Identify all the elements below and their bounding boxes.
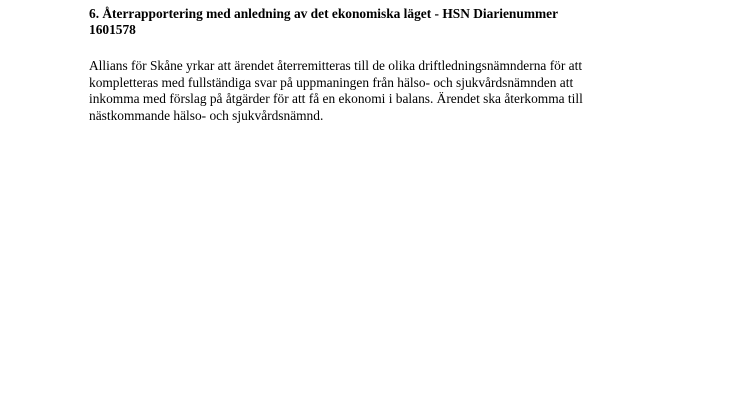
paragraph-line-4: nästkommande hälso- och sjukvårdsnämnd. xyxy=(89,107,324,123)
paragraph-line-2: kompletteras med fullständiga svar på uppmaningen från hälso- och sjukvårdsnämnden att xyxy=(89,74,574,90)
paragraph-line-3: inkomma med förslag på åtgärder för att få en ekonomi i balans. Ärendet ska återkomma till xyxy=(89,91,583,106)
heading-line-1: 6. Återrapportering med anledning av det ekonomiska läget - HSN Diarienummer xyxy=(89,6,559,21)
agenda-item-heading xyxy=(89,6,659,38)
paragraph-line-1: Allians för Skåne yrkar att ärendet återremitteras till de olika driftledningsnämnderna för att xyxy=(89,58,583,73)
heading-line-2: 1601578 xyxy=(89,22,136,37)
document-content xyxy=(89,6,659,124)
motion-paragraph xyxy=(89,58,659,124)
